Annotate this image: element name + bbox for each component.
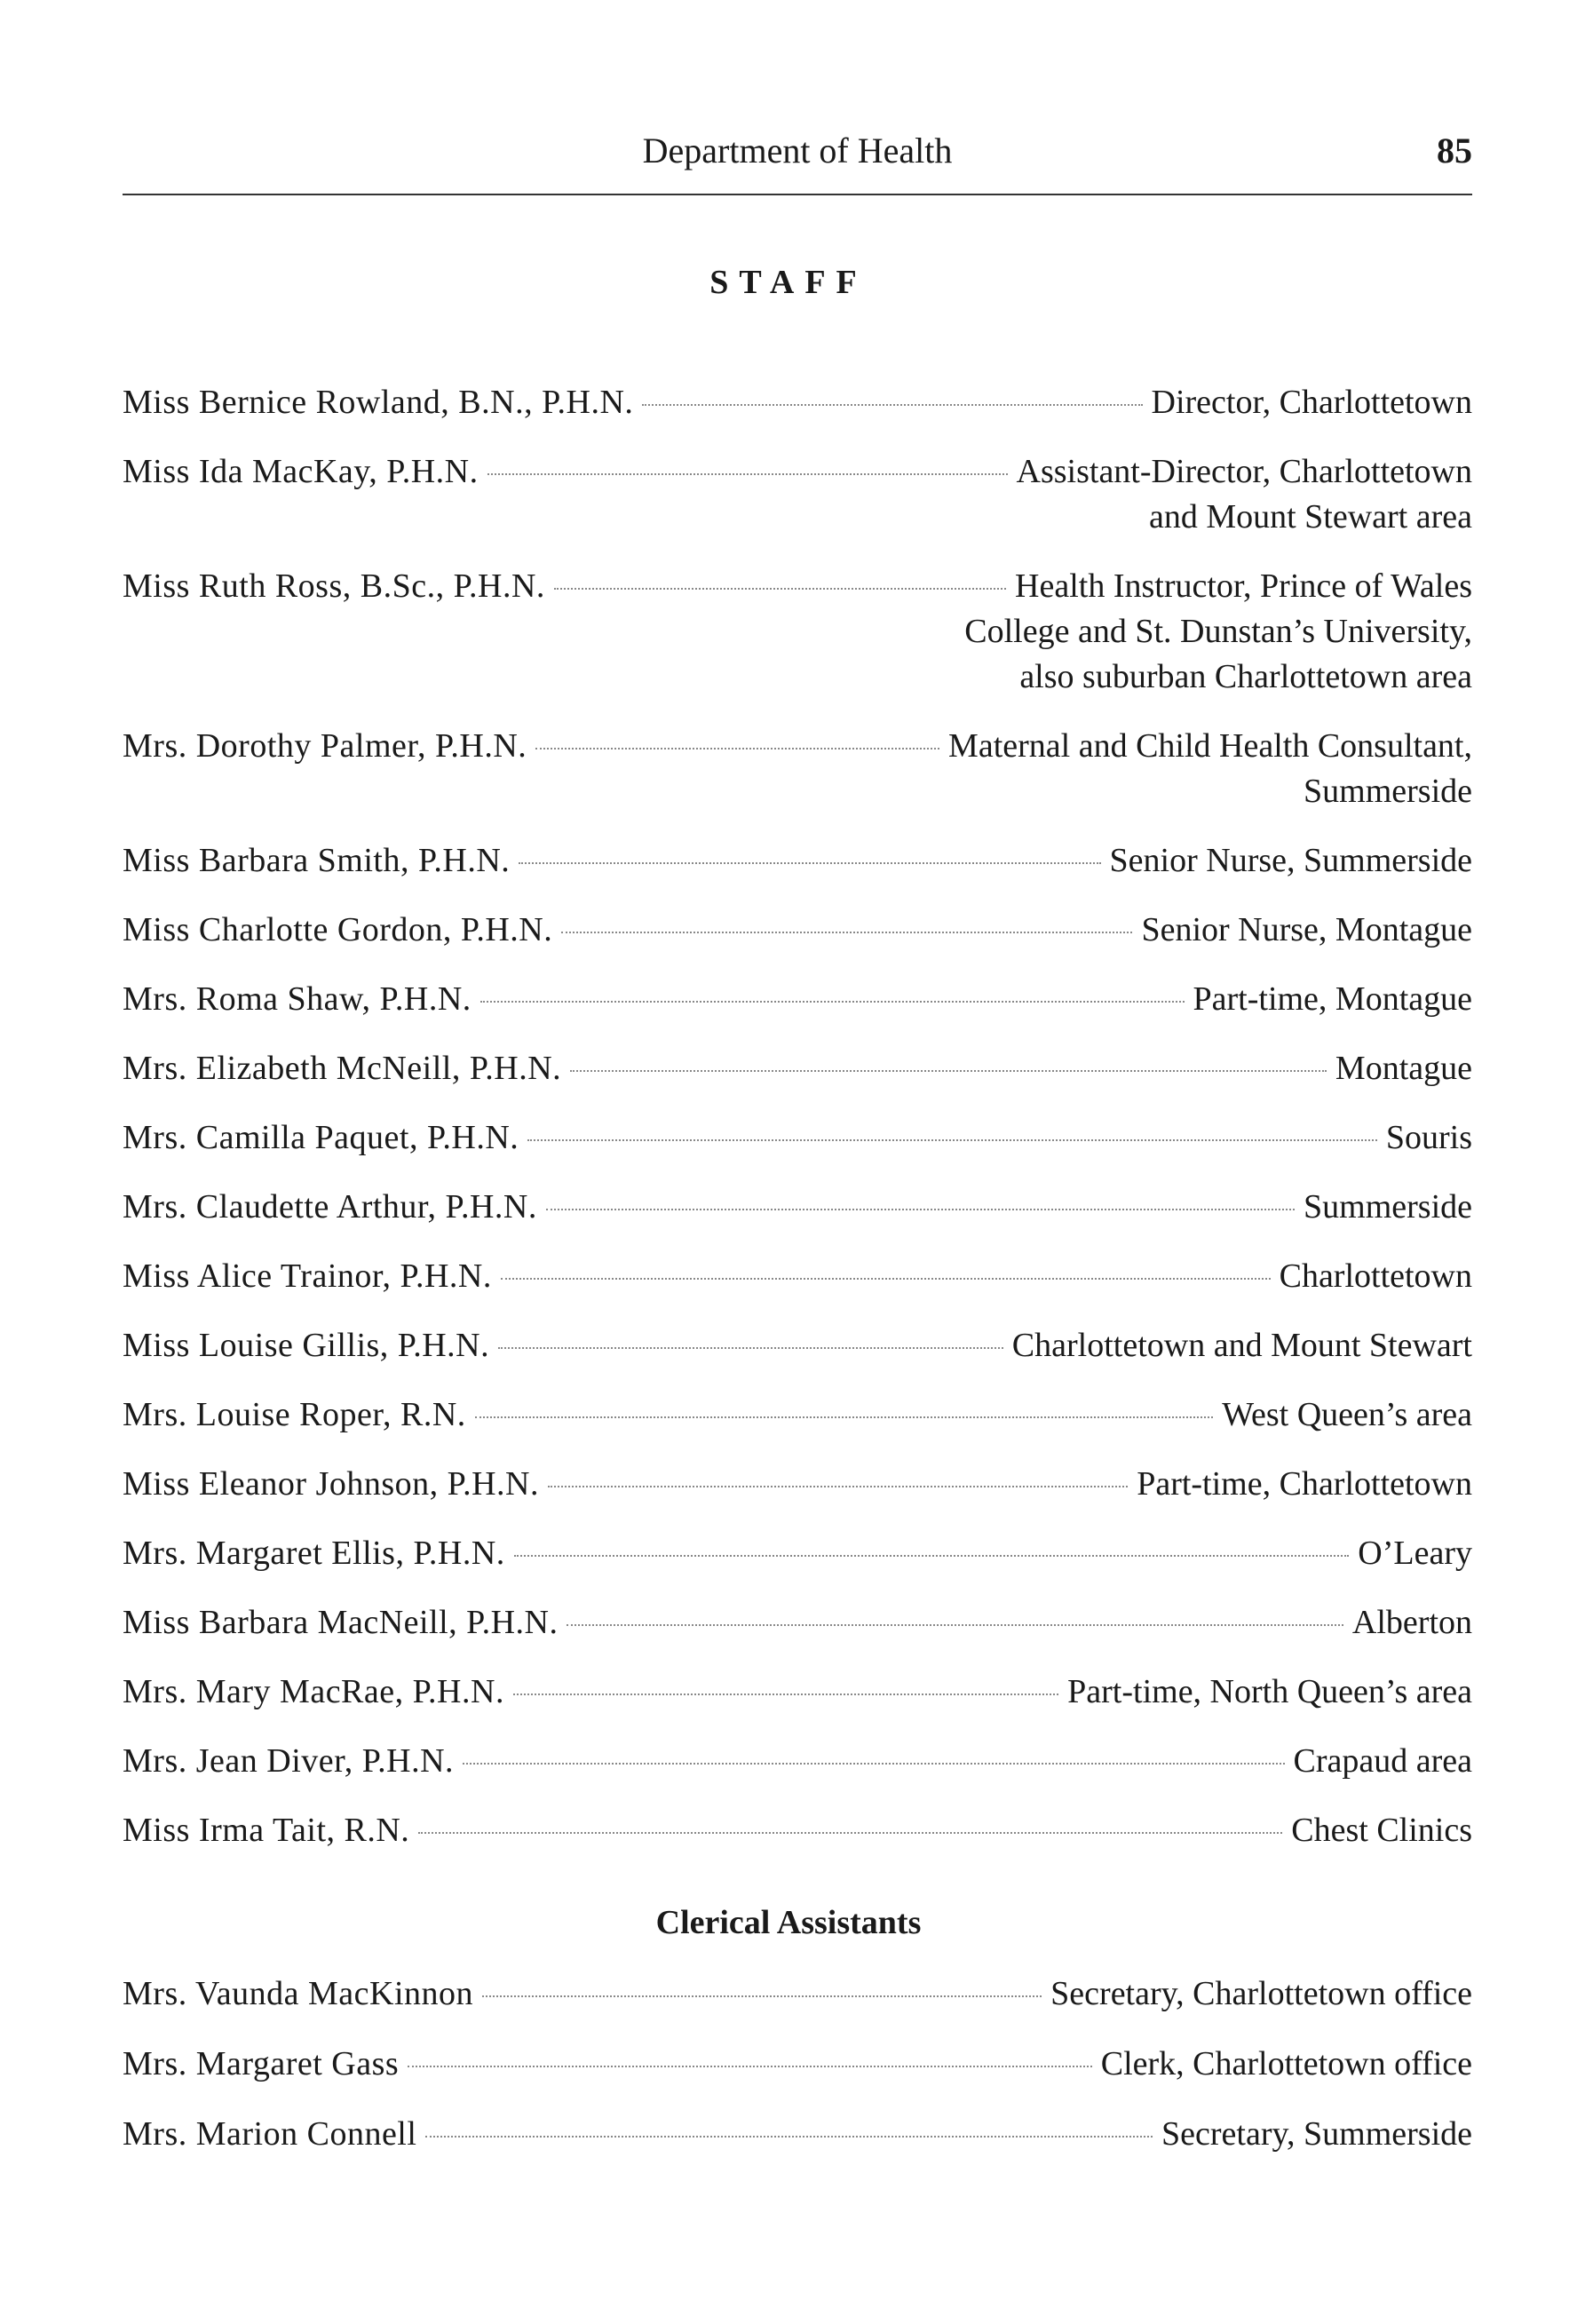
- staff-entry: [123, 1739, 1472, 1784]
- entry-role: Part-time, Montague: [1193, 980, 1472, 1018]
- entry-line: [123, 2112, 1472, 2157]
- entry-line: [123, 1115, 1472, 1161]
- entry-line: [123, 2042, 1472, 2087]
- staff-entry: [123, 977, 1472, 1022]
- entry-name: Miss Alice Trainor, P.H.N.: [123, 1257, 492, 1295]
- entry-name: Miss Bernice Rowland, B.N., P.H.N.: [123, 384, 634, 421]
- dot-leader: [475, 1416, 1213, 1418]
- entry-name: Miss Barbara Smith, P.H.N.: [123, 842, 511, 879]
- dot-leader: [480, 1001, 1185, 1003]
- entry-role: Montague: [1335, 1050, 1472, 1087]
- entry-role: Alberton: [1351, 1604, 1472, 1641]
- header-rule: [123, 194, 1472, 195]
- entry-role: Secretary, Summerside: [1161, 2115, 1472, 2153]
- entry-name: Miss Eleanor Johnson, P.H.N.: [123, 1465, 539, 1503]
- section-title-clerical: Clerical Assistants: [655, 1904, 922, 1941]
- dot-leader: [408, 2066, 1092, 2067]
- entry-line: [123, 1185, 1472, 1230]
- entry-line: [123, 1670, 1472, 1715]
- staff-entry: [123, 1531, 1472, 1576]
- dot-leader: [498, 1347, 1003, 1349]
- staff-entry: [123, 1808, 1472, 1853]
- entry-role: Charlottetown and Mount Stewart: [1011, 1327, 1472, 1364]
- entry-line: [123, 1392, 1472, 1438]
- entry-name: Mrs. Claudette Arthur, P.H.N.: [123, 1188, 537, 1225]
- page-header-title: Department of Health: [642, 131, 953, 171]
- entry-name: Mrs. Margaret Ellis, P.H.N.: [123, 1535, 505, 1572]
- entry-line: [123, 1323, 1472, 1368]
- dot-leader: [527, 1139, 1377, 1141]
- staff-entry: [123, 380, 1472, 425]
- dot-leader: [561, 932, 1132, 933]
- entry-name: Mrs. Roma Shaw, P.H.N.: [123, 980, 472, 1018]
- dot-leader: [554, 588, 1006, 590]
- page-number: 85: [1437, 131, 1472, 171]
- dot-leader: [487, 473, 1008, 475]
- staff-entry: [123, 908, 1472, 953]
- entry-line: [123, 1600, 1472, 1646]
- entry-name: Miss Barbara MacNeill, P.H.N.: [123, 1604, 559, 1641]
- clerical-entry: [123, 1971, 1472, 2017]
- entry-name: Mrs. Elizabeth McNeill, P.H.N.: [123, 1050, 562, 1087]
- entry-line: [123, 1254, 1472, 1299]
- entry-role: Health Instructor, Prince of Wales: [1015, 567, 1472, 605]
- dot-leader: [513, 1693, 1058, 1695]
- staff-list: [123, 380, 1472, 1853]
- clerical-list: [123, 1971, 1472, 2157]
- entry-name: Mrs. Louise Roper, R.N.: [123, 1396, 466, 1433]
- entry-role: Maternal and Child Health Consultant,: [948, 727, 1472, 765]
- entry-name: Miss Ruth Ross, B.Sc., P.H.N.: [123, 567, 545, 605]
- staff-entry: [123, 1462, 1472, 1507]
- entry-name: Mrs. Mary MacRae, P.H.N.: [123, 1673, 504, 1710]
- entry-line: [123, 1971, 1472, 2017]
- staff-entry: [123, 1670, 1472, 1715]
- entry-role: Summerside: [1304, 1188, 1472, 1225]
- dot-leader: [546, 1209, 1295, 1210]
- entry-role: West Queen’s area: [1222, 1396, 1472, 1433]
- entry-line: [123, 908, 1472, 953]
- staff-entry: [123, 1600, 1472, 1646]
- staff-entry: [123, 838, 1472, 884]
- staff-entry: [123, 1115, 1472, 1161]
- dot-leader: [519, 862, 1100, 864]
- entry-role-continuation: and Mount Stewart area: [1148, 498, 1472, 535]
- staff-entry: [123, 1323, 1472, 1368]
- entry-role: Part-time, Charlottetown: [1137, 1465, 1472, 1503]
- dot-leader: [535, 748, 939, 750]
- entry-role: O’Leary: [1358, 1535, 1472, 1572]
- dot-leader: [425, 2136, 1153, 2138]
- entry-role: Senior Nurse, Montague: [1141, 911, 1472, 948]
- entry-role: Director, Charlottetown: [1151, 384, 1472, 421]
- entry-role-continuation: also suburban Charlottetown area: [1019, 658, 1472, 695]
- running-head: [123, 130, 1472, 183]
- entry-name: Mrs. Jean Diver, P.H.N.: [123, 1742, 455, 1780]
- entry-role-continuation: Summerside: [1304, 773, 1472, 810]
- entry-line: [123, 1462, 1472, 1507]
- staff-entry: [123, 1392, 1472, 1438]
- dot-leader: [418, 1832, 1282, 1834]
- entry-role-continuation: College and St. Dunstan’s University,: [964, 613, 1472, 650]
- entry-name: Mrs. Camilla Paquet, P.H.N.: [123, 1119, 519, 1156]
- entry-name: Mrs. Vaunda MacKinnon: [123, 1975, 474, 2012]
- staff-entry: [123, 1254, 1472, 1299]
- dot-leader: [482, 1995, 1042, 1997]
- staff-entry: [123, 1185, 1472, 1230]
- entry-name: Miss Louise Gillis, P.H.N.: [123, 1327, 490, 1364]
- dot-leader: [548, 1486, 1128, 1487]
- entry-name: Mrs. Dorothy Palmer, P.H.N.: [123, 727, 527, 765]
- entry-role: Crapaud area: [1293, 1742, 1472, 1780]
- entry-line: [123, 564, 1472, 609]
- entry-role: Chest Clinics: [1291, 1812, 1472, 1849]
- entry-name: Miss Ida MacKay, P.H.N.: [123, 453, 479, 490]
- dot-leader: [570, 1070, 1327, 1072]
- entry-line: [123, 977, 1472, 1022]
- entry-line: [123, 1808, 1472, 1853]
- section-title-staff: STAFF: [709, 264, 868, 301]
- entry-line: [123, 1531, 1472, 1576]
- entry-name: Mrs. Margaret Gass: [123, 2045, 400, 2082]
- entry-role: Souris: [1385, 1119, 1472, 1156]
- dot-leader: [514, 1555, 1350, 1557]
- entry-line: [123, 1739, 1472, 1784]
- entry-line: [123, 380, 1472, 425]
- staff-entry: [123, 564, 1472, 700]
- entry-line: [123, 838, 1472, 884]
- staff-entry: [123, 1046, 1472, 1091]
- entry-role: Assistant-Director, Charlottetown: [1016, 453, 1472, 490]
- clerical-entry: [123, 2112, 1472, 2157]
- entry-role: Secretary, Charlottetown office: [1050, 1975, 1472, 2012]
- entry-line: [123, 1046, 1472, 1091]
- entry-line: [123, 449, 1472, 495]
- entry-role: Clerk, Charlottetown office: [1100, 2045, 1472, 2082]
- clerical-entry: [123, 2042, 1472, 2087]
- staff-entry: [123, 724, 1472, 814]
- dot-leader: [501, 1278, 1271, 1280]
- dot-leader: [642, 404, 1142, 406]
- dot-leader: [463, 1763, 1284, 1765]
- entry-role: Part-time, North Queen’s area: [1067, 1673, 1472, 1710]
- entry-name: Miss Irma Tait, R.N.: [123, 1812, 410, 1849]
- dot-leader: [567, 1624, 1343, 1626]
- entry-line: [123, 724, 1472, 769]
- entry-name: Mrs. Marion Connell: [123, 2115, 417, 2153]
- staff-entry: [123, 449, 1472, 540]
- entry-role: Senior Nurse, Summerside: [1109, 842, 1472, 879]
- entry-role: Charlottetown: [1279, 1257, 1472, 1295]
- entry-name: Miss Charlotte Gordon, P.H.N.: [123, 911, 553, 948]
